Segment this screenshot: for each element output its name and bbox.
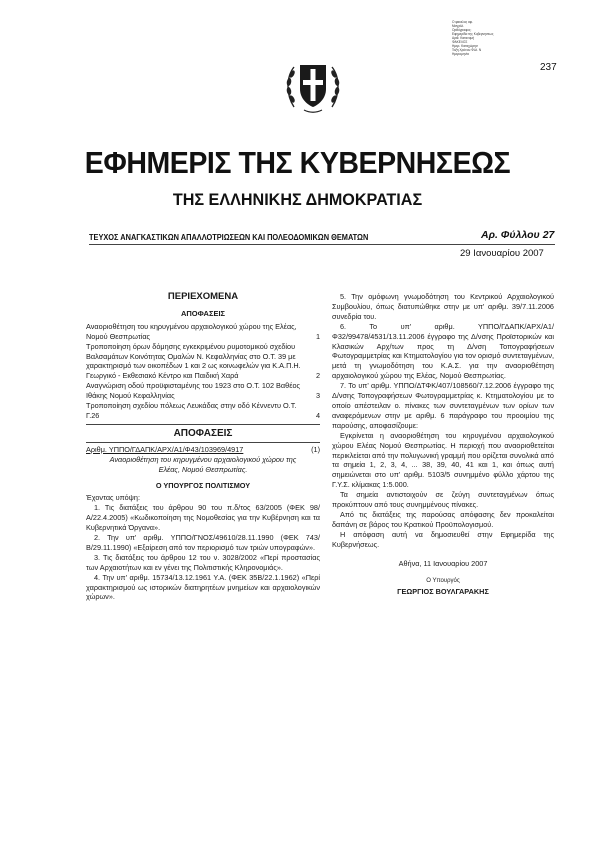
toc-entry-text: Αναγνώριση οδού προϋφισταμένης του 1923 στο Ο.Τ. 102 Βαθέος Ιθάκης Νομού Κεφαλληνίας <box>86 381 301 401</box>
clause: Από τις διατάξεις της παρούσας απόφασης δεν προκαλείται δαπάνη σε βάρος του Κρατικού Προϋπολογισμού. <box>332 509 554 529</box>
clause: 4. Την υπ' αριθμ. 15734/13.12.1961 Υ.Α. (ΦΕΚ 35Β/22.1.1962) «Περί χαρακτηρισμού ως ιστορικών διατηρητέων μνημείων και αρχαιολογικών χώρων». <box>86 572 320 602</box>
authority: Ο ΥΠΟΥΡΓΟΣ ΠΟΛΙΤΙΣΜΟΥ <box>155 480 251 490</box>
clause: Εγκρίνεται η αναοριοθέτηση του κηρυγμένου αρχαιολογικού χώρου Ελέας Νομού Θεσπρωτίας. Η περιοχή που αναοριοθετείται περικλείεται από την πολυγωνική γραμμή που ορίζεται συνολικά από τα σημεία 1, 2, 3, 4, ... 38, 39, 40, 41 και 1, και όπως αυτή σημειώνεται στο υπ' αριθμ. 5103/5 συνημμένο φύλλο χάρτου της Γ.Υ.Σ. κλίμακας 1:5.000. <box>332 430 554 490</box>
toc-entry[interactable] <box>86 322 320 342</box>
toc-entry[interactable] <box>86 401 320 421</box>
toc-entry[interactable] <box>86 381 320 401</box>
toc-entry-page: 3 <box>315 391 320 401</box>
gazette-title: ΕΦΗΜΕΡΙΣ ΤΗΣ ΚΥΒΕΡΝΗΣΕΩΣ <box>84 145 511 180</box>
toc-heading: ΠΕΡΙΕΧΟΜΕΝΑ <box>167 291 239 302</box>
toc-entry-page: 1 <box>315 331 320 341</box>
decision-ref-note: (1) <box>311 444 320 454</box>
greek-coat-of-arms-icon <box>284 55 342 115</box>
toc-entry[interactable] <box>86 342 320 382</box>
considering: Έχοντας υπόψη: <box>86 493 140 503</box>
signer-name: ΓΕΩΡΓΙΟΣ ΒΟΥΛΓΑΡΑΚΗΣ <box>397 587 489 597</box>
header-rule <box>89 244 555 245</box>
decisions-heading: ΑΠΟΦΑΣΕΙΣ <box>173 427 233 439</box>
left-column <box>86 292 320 602</box>
place-date: Αθήνα, 11 Ιανουαρίου 2007 <box>398 558 488 568</box>
clause: 3. Τις διατάξεις του άρθρου 12 του ν. 3028/2002 «Περί προστασίας των Αρχαιοτήτων και εν γένει της Πολιτιστικής Κληρονομιάς». <box>86 552 320 572</box>
decision-ref-title: Αναοριοθέτηση του κηρυγμένου αρχαιολογικού χώρου της Ελέας, Νομού Θεσπρωτίας. <box>109 454 297 474</box>
decision-ref-number: Αριθμ. ΥΠΠΟ/ΓΔΑΠΚ/ΑΡΧ/Α1/Φ43/103969/4917 <box>86 444 244 454</box>
signer-role: Ο Υπουργός <box>426 578 460 585</box>
toc-entry-text: Τροποποίηση όρων δόμησης εγκεκριμένου ρυμοτομικού σχεδίου Βαλσαμάτων Κοινότητας Ομαλών Ν. Κεφαλληνίας στο Ο.Τ. 39 με χαρακτηρισμό των οικοπέδων 1 και 2 ως κοινωφελών για Κ.Α.Π.Η. Γεωργικό - Εκθεσιακό Κέντρο και Παιδική Χαρά <box>86 341 301 381</box>
issue-date: 29 Ιανουαρίου 2007 <box>460 248 544 259</box>
gazette-subtitle: ΤΗΣ ΕΛΛΗΝΙΚΗΣ ΔΗΜΟΚΡΑΤΙΑΣ <box>172 190 423 209</box>
corner-note: Ο φακελος αφ. Μαγγάλ. Ορθόγραφος: Εφημερίδα της Κυβερνησεως Αριθ. Κατανομή ΦΑΚΕΛΟΣ Ημερ. Καταχώρησ Ταξη Χρόνου Φύλ. Ν Ημερομηνία <box>452 20 494 56</box>
clause: 5. Την ομόφωνη γνωμοδότηση του Κεντρικού Αρχαιολογικού Συμβουλίου, όπως διατυπώθηκε στην με υπ' αριθμ. 39/7.11.2006 συνεδρία του. <box>332 292 554 321</box>
clause: 1. Τις διατάξεις του άρθρου 90 του π.δ/τος 63/2005 (ΦΕΚ 98/Α/22.4.2005) «Κωδικοποίηση της Νομοθεσίας για την Κυβέρνηση και τα Κυβερνητικά Όργανα». <box>86 503 320 533</box>
clause: 6. Το υπ' αριθμ. ΥΠΠΟ/ΓΔΑΠΚ/ΑΡΧ/Α1/Φ32/99478/4531/13.11.2006 έγγραφο της Δ/νσης Προϊστορικών και Κλασικών Αρχ/των προς τη Δ/νση Τοπογραφήσεων Φωτογραμμετρίας και Κτηματολογίου για τον ορισμό συντεταγμένων, μετά τη γνωμοδότηση του Κ.Α.Σ. για την αναοριοθέτηση αρχαιολογικού χώρου της Ελέας, Νομού Θεσπρωτίας. <box>332 321 554 381</box>
decision-ref <box>86 445 320 455</box>
clause: Η απόφαση αυτή να δημοσιευθεί στην Εφημερίδα της Κυβερνήσεως. <box>332 529 554 549</box>
issue-type: ΤΕΥΧΟΣ ΑΝΑΓΚΑΣΤΙΚΩΝ ΑΠΑΛΛΟΤΡΙΩΣΕΩΝ ΚΑΙ ΠΟΛΕΟΔΟΜΙΚΩΝ ΘΕΜΑΤΩΝ <box>89 232 369 242</box>
toc-entry-page: 2 <box>315 371 320 381</box>
section-rule <box>86 442 320 443</box>
toc-entry-text: Τροποποίηση σχεδίου πόλεως Λευκάδας στην οδό Κέννεντυ Ο.Τ. Γ.26 <box>86 401 297 420</box>
toc-subheading: ΑΠΟΦΑΣΕΙΣ <box>180 308 226 318</box>
sheet-number: Αρ. Φύλλου 27 <box>481 229 555 241</box>
toc-entry-text: Αναοριοθέτηση του κηρυγμένου αρχαιολογικού χώρου της Ελέας, Νομού Θεσπρωτίας <box>86 321 297 341</box>
clause: 2. Την υπ' αριθμ. ΥΠΠΟ/ΓΝΟΣ/49610/28.11.1990 (ΦΕΚ 743/Β/29.11.1990) «Εξαίρεση από τον περιορισμό των τριών υπογραφών». <box>86 533 320 552</box>
right-column <box>332 292 554 597</box>
clause: Τα σημεία αντιστοιχούν σε ζεύγη συντεταγμένων όπως προκύπτουν από τους συνημμένους πίνακες. <box>332 490 554 510</box>
toc-entry-page: 4 <box>315 410 320 420</box>
section-rule <box>86 424 320 425</box>
clause: 7. Το υπ' αριθμ. ΥΠΠΟ/ΔΤΦΚ/407/108560/7.12.2006 έγγραφο της Δ/νσης Τοπογραφήσεων Φωτογραμμετρίας κ. Κτηματολογίου με το οποίο απέστειλαν ο. πίνακες των συντεταγμένων των ορίων των αναφερόμενων στην με αριθμ. 6 παράγραφο του προοιμίου της παρούσης, αποφασίζουμε: <box>332 381 554 430</box>
page-number: 237 <box>540 62 557 73</box>
